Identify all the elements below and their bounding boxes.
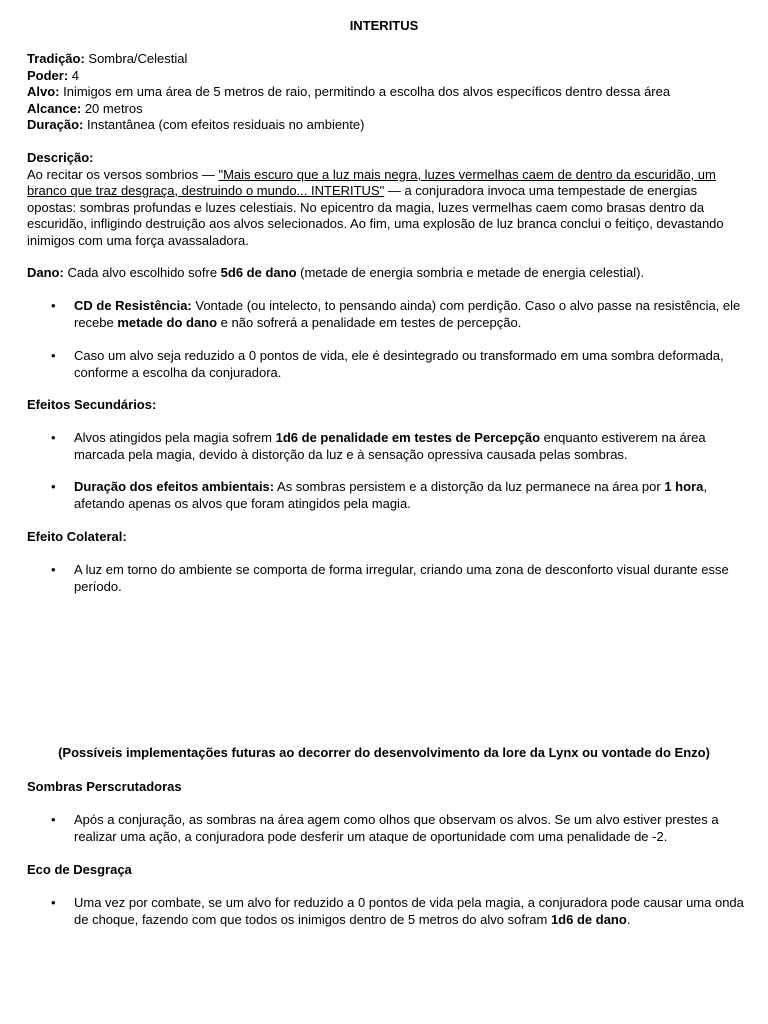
sombras-perscrutadoras-heading: Sombras Perscrutadoras <box>27 779 182 794</box>
efeitos-secundarios-heading: Efeitos Secundários: <box>27 397 157 412</box>
futuras-implementacoes-note: (Possíveis implementações futuras ao decorrer do desenvolvimento da lore da Lynx ou vontade do Enzo) <box>58 745 710 760</box>
meta-duracao: Duração: Instantânea (com efeitos residuais no ambiente) <box>27 117 365 132</box>
meta-tradicao: Tradição: Sombra/Celestial <box>27 51 188 66</box>
efeito-colateral-heading: Efeito Colateral: <box>27 529 127 544</box>
bullet-glyph: • <box>51 430 56 445</box>
list-item-desintegrado: • Caso um alvo seja reduzido a 0 pontos de vida, ele é desintegrado ou transformado em uma sombra deformada, conforme a escolha da conjuradora. <box>51 348 724 380</box>
list-item-penalidade-percepcao: • Alvos atingidos pela magia sofrem 1d6 de penalidade em testes de Percepção enquanto estiverem na área marcada pela magia, devido à distorção da luz e à sensação opressiva causada pelas sombras. <box>51 430 706 462</box>
bullet-glyph: • <box>51 895 56 910</box>
bullet-glyph: • <box>51 298 56 313</box>
descricao-heading: Descrição: <box>27 150 94 165</box>
spell-verse-quote: "Mais escuro que a luz mais negra, luzes vermelhas caem de dentro da escuridão, um branco que traz desgraça, destruindo o mundo... INTERITUS" <box>27 166 716 198</box>
list-item-sombras-olhos: • Após a conjuração, as sombras na área agem como olhos que observam os alvos. Se um alvo estiver prestes a realizar uma ação, a conjuradora pode desferir um ataque de oportunidade com uma penalidade de -2. <box>51 812 719 844</box>
bullet-glyph: • <box>51 562 56 577</box>
list-item-onda-choque: • Uma vez por combate, se um alvo for reduzido a 0 pontos de vida pela magia, a conjuradora pode causar uma onda de choque, fazendo com que todos os inimigos dentro de 5 metros do alvo sofram 1d6 de dano. <box>51 895 744 927</box>
list-item-cd-resistencia: • CD de Resistência: Vontade (ou intelecto, to pensando ainda) com perdição. Caso o alvo passe na resistência, ele recebe metade do dano e não sofrerá a penalidade em testes de percepção. <box>51 298 741 330</box>
bullet-glyph: • <box>51 479 56 494</box>
dano-line: Dano: Cada alvo escolhido sofre 5d6 de dano (metade de energia sombria e metade de energia celestial). <box>27 265 645 280</box>
eco-desgraca-heading: Eco de Desgraça <box>27 862 132 877</box>
bullet-glyph: • <box>51 348 56 363</box>
bullet-glyph: • <box>51 812 56 827</box>
meta-alcance: Alcance: 20 metros <box>27 100 143 116</box>
list-item-duracao-ambientais: • Duração dos efeitos ambientais: As sombras persistem e a distorção da luz permanece na área por 1 hora, afetando apenas os alvos que foram atingidos pela magia. <box>51 479 707 511</box>
spell-title: INTERITUS <box>349 18 419 33</box>
meta-poder: Poder: 4 <box>27 67 80 83</box>
meta-alvo: Alvo: Inimigos em uma área de 5 metros de raio, permitindo a escolha dos alvos específicos dentro dessa área <box>27 84 671 99</box>
spell-meta <box>27 51 745 134</box>
descricao-body: Ao recitar os versos sombrios — "Mais escuro que a luz mais negra, luzes vermelhas caem de dentro da escuridão, um branco que traz desgraça, destruindo o mundo... INTERITUS" — a conjuradora invoca uma tempestade de energias opostas: sombras profundas e luzes celestiais. No epicentro da magia, luzes vermelhas caem como brasas dentro da escuridão, infligindo destruição aos alvos selecionados. Ao fim, uma explosão de luz branca conclui o feitiço, devastando inimigos com uma força avassaladora. <box>27 166 724 248</box>
descricao-section <box>27 150 745 249</box>
list-item-luz-irregular: • A luz em torno do ambiente se comporta de forma irregular, criando uma zona de desconforto visual durante esse período. <box>51 562 729 594</box>
